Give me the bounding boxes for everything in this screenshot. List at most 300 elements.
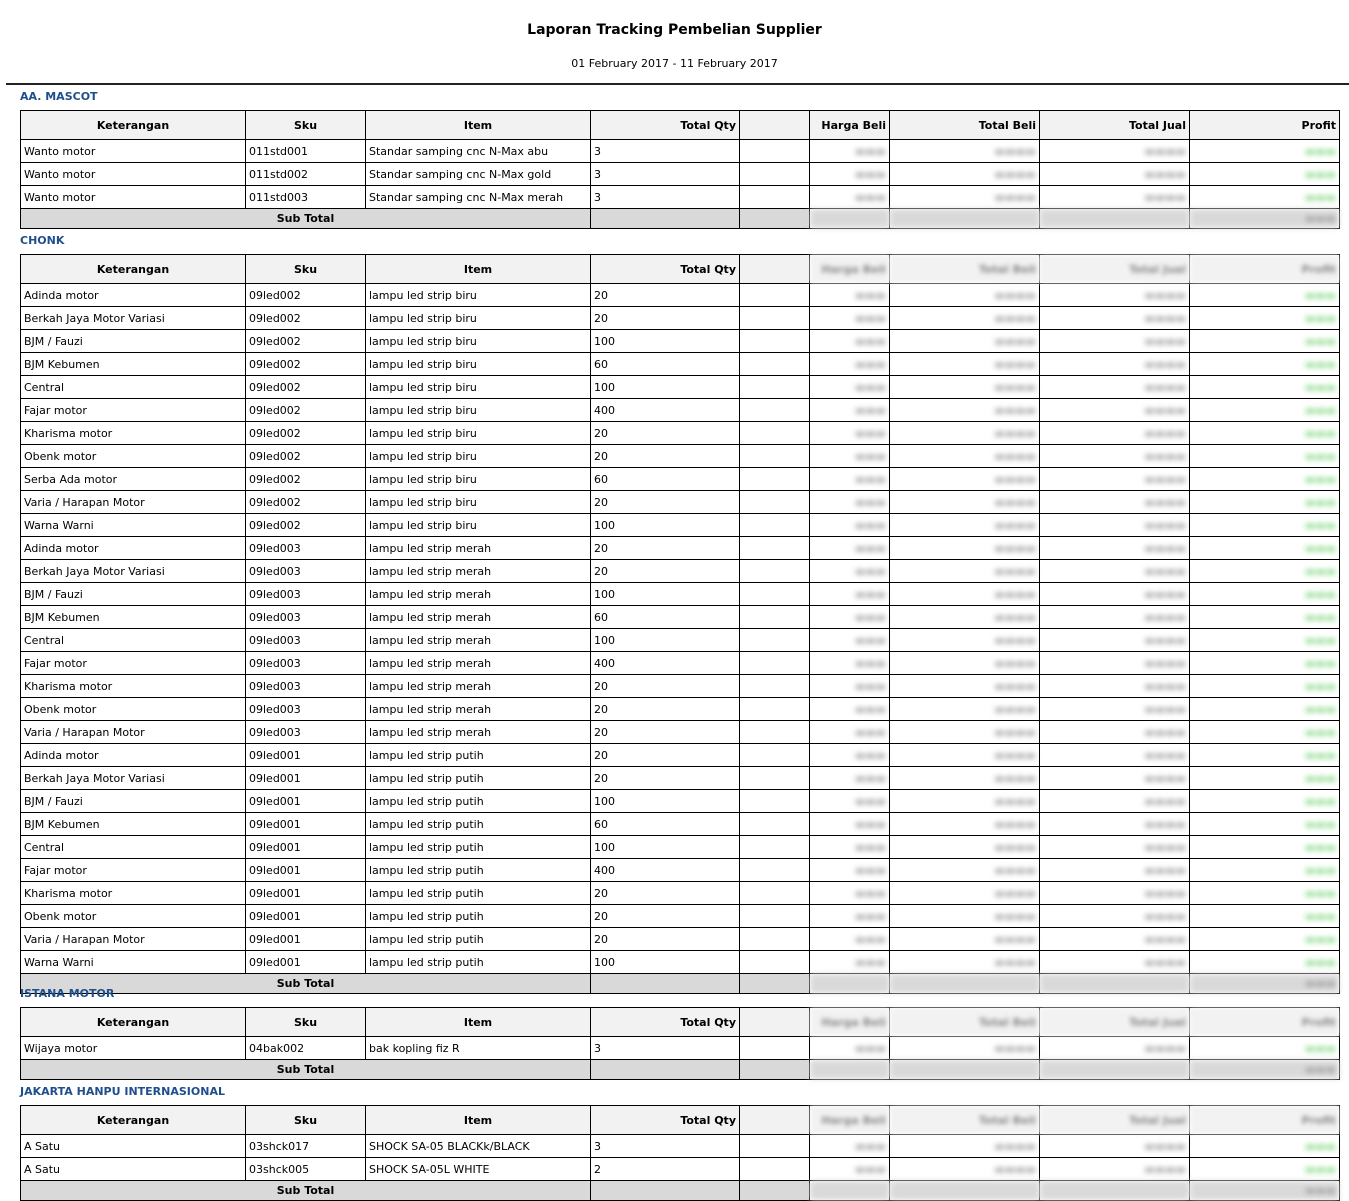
cell-sku: 09led001 <box>246 813 366 836</box>
cell-total-jual-redacted: ▬▬▬▬ <box>1040 744 1190 767</box>
cell-harga-beli-redacted: ▬▬▬ <box>810 813 890 836</box>
cell-profit-redacted: ▬▬▬ <box>1190 353 1340 376</box>
cell-sku: 09led001 <box>246 905 366 928</box>
cell-total-qty: 20 <box>591 882 740 905</box>
cell-total-beli-redacted: ▬▬▬▬ <box>890 675 1040 698</box>
cell-total-beli-redacted: ▬▬▬▬ <box>890 376 1040 399</box>
subtotal-spacer <box>740 1060 810 1080</box>
cell-keterangan: BJM Kebumen <box>21 353 246 376</box>
col-header-total-jual: Total Jual <box>1040 1008 1190 1037</box>
cell-sku: 09led002 <box>246 353 366 376</box>
cell-harga-beli-redacted: ▬▬▬ <box>810 491 890 514</box>
cell-item: lampu led strip merah <box>366 560 591 583</box>
col-header-total-qty: Total Qty <box>591 255 740 284</box>
subtotal-total-beli-redacted <box>890 209 1040 229</box>
cell-sku: 09led003 <box>246 629 366 652</box>
cell-keterangan: Fajar motor <box>21 652 246 675</box>
table-row <box>21 928 1340 951</box>
row-spacer <box>740 514 810 537</box>
cell-profit-redacted: ▬▬▬ <box>1190 951 1340 974</box>
subtotal-qty <box>591 974 740 994</box>
cell-harga-beli-redacted: ▬▬▬ <box>810 560 890 583</box>
cell-keterangan: Fajar motor <box>21 399 246 422</box>
cell-total-beli-redacted: ▬▬▬▬ <box>890 140 1040 163</box>
cell-harga-beli-redacted: ▬▬▬ <box>810 140 890 163</box>
col-header-item: Item <box>366 255 591 284</box>
cell-total-qty: 20 <box>591 675 740 698</box>
table-row <box>21 744 1340 767</box>
subtotal-row <box>21 1060 1340 1080</box>
cell-profit-redacted: ▬▬▬ <box>1190 813 1340 836</box>
cell-keterangan: BJM / Fauzi <box>21 790 246 813</box>
cell-total-qty: 60 <box>591 353 740 376</box>
row-spacer <box>740 836 810 859</box>
col-header-keterangan: Keterangan <box>21 1106 246 1135</box>
col-header-profit: Profit <box>1190 1008 1340 1037</box>
cell-profit-redacted: ▬▬▬ <box>1190 1158 1340 1181</box>
table-row <box>21 514 1340 537</box>
cell-profit-redacted: ▬▬▬ <box>1190 1135 1340 1158</box>
cell-total-beli-redacted: ▬▬▬▬ <box>890 560 1040 583</box>
cell-profit-redacted: ▬▬▬ <box>1190 284 1340 307</box>
row-spacer <box>740 399 810 422</box>
cell-profit-redacted: ▬▬▬ <box>1190 698 1340 721</box>
cell-total-qty: 20 <box>591 767 740 790</box>
cell-harga-beli-redacted: ▬▬▬ <box>810 882 890 905</box>
cell-total-jual-redacted: ▬▬▬▬ <box>1040 560 1190 583</box>
table-row <box>21 836 1340 859</box>
table-row <box>21 468 1340 491</box>
subtotal-profit-redacted: ▬▬▬ <box>1190 209 1340 229</box>
row-spacer <box>740 951 810 974</box>
cell-total-jual-redacted: ▬▬▬▬ <box>1040 284 1190 307</box>
cell-item: lampu led strip biru <box>366 399 591 422</box>
cell-total-jual-redacted: ▬▬▬▬ <box>1040 307 1190 330</box>
table-header-row <box>21 111 1340 140</box>
col-header-sku: Sku <box>246 111 366 140</box>
table-row <box>21 882 1340 905</box>
col-header-profit: Profit <box>1190 111 1340 140</box>
cell-item: lampu led strip putih <box>366 790 591 813</box>
cell-sku: 09led003 <box>246 537 366 560</box>
supplier-heading: ISTANA MOTOR <box>20 987 115 1000</box>
table-row <box>21 721 1340 744</box>
cell-total-jual-redacted: ▬▬▬▬ <box>1040 859 1190 882</box>
cell-harga-beli-redacted: ▬▬▬ <box>810 445 890 468</box>
cell-keterangan: Adinda motor <box>21 744 246 767</box>
cell-total-beli-redacted: ▬▬▬▬ <box>890 1135 1040 1158</box>
table-row <box>21 399 1340 422</box>
cell-item: lampu led strip merah <box>366 675 591 698</box>
cell-item: lampu led strip merah <box>366 629 591 652</box>
col-header-keterangan: Keterangan <box>21 1008 246 1037</box>
cell-harga-beli-redacted: ▬▬▬ <box>810 721 890 744</box>
cell-total-jual-redacted: ▬▬▬▬ <box>1040 836 1190 859</box>
col-header-harga-beli: Harga Beli <box>810 1106 890 1135</box>
subtotal-profit-redacted: ▬▬▬ <box>1190 1060 1340 1080</box>
col-header-sku: Sku <box>246 1008 366 1037</box>
cell-profit-redacted: ▬▬▬ <box>1190 606 1340 629</box>
cell-total-beli-redacted: ▬▬▬▬ <box>890 445 1040 468</box>
cell-total-jual-redacted: ▬▬▬▬ <box>1040 721 1190 744</box>
cell-item: lampu led strip merah <box>366 652 591 675</box>
col-header-total-beli: Total Beli <box>890 111 1040 140</box>
cell-sku: 09led002 <box>246 399 366 422</box>
cell-profit-redacted: ▬▬▬ <box>1190 560 1340 583</box>
row-spacer <box>740 652 810 675</box>
cell-item: lampu led strip putih <box>366 905 591 928</box>
cell-profit-redacted: ▬▬▬ <box>1190 468 1340 491</box>
cell-total-qty: 100 <box>591 376 740 399</box>
table-header-row <box>21 255 1340 284</box>
row-spacer <box>740 284 810 307</box>
supplier-table <box>20 1105 1340 1201</box>
header-spacer <box>740 111 810 140</box>
cell-profit-redacted: ▬▬▬ <box>1190 767 1340 790</box>
subtotal-spacer <box>740 209 810 229</box>
cell-harga-beli-redacted: ▬▬▬ <box>810 744 890 767</box>
cell-item: lampu led strip putih <box>366 836 591 859</box>
cell-item: lampu led strip biru <box>366 491 591 514</box>
report-title: Laporan Tracking Pembelian Supplier <box>527 22 822 38</box>
row-spacer <box>740 560 810 583</box>
table-row <box>21 376 1340 399</box>
cell-total-qty: 20 <box>591 307 740 330</box>
row-spacer <box>740 1158 810 1181</box>
col-header-keterangan: Keterangan <box>21 255 246 284</box>
cell-total-jual-redacted: ▬▬▬▬ <box>1040 376 1190 399</box>
cell-item: SHOCK SA-05 BLACKk/BLACK <box>366 1135 591 1158</box>
subtotal-harga-beli-redacted <box>810 974 890 994</box>
cell-profit-redacted: ▬▬▬ <box>1190 859 1340 882</box>
cell-sku: 09led001 <box>246 836 366 859</box>
cell-keterangan: Berkah Jaya Motor Variasi <box>21 767 246 790</box>
cell-total-jual-redacted: ▬▬▬▬ <box>1040 583 1190 606</box>
cell-total-qty: 60 <box>591 813 740 836</box>
cell-profit-redacted: ▬▬▬ <box>1190 307 1340 330</box>
table-row <box>21 445 1340 468</box>
table-row <box>21 1135 1340 1158</box>
cell-profit-redacted: ▬▬▬ <box>1190 140 1340 163</box>
cell-keterangan: BJM Kebumen <box>21 606 246 629</box>
row-spacer <box>740 675 810 698</box>
cell-profit-redacted: ▬▬▬ <box>1190 186 1340 209</box>
cell-harga-beli-redacted: ▬▬▬ <box>810 1158 890 1181</box>
cell-sku: 09led003 <box>246 675 366 698</box>
cell-total-qty: 3 <box>591 1037 740 1060</box>
cell-total-jual-redacted: ▬▬▬▬ <box>1040 698 1190 721</box>
cell-profit-redacted: ▬▬▬ <box>1190 836 1340 859</box>
table-row <box>21 1037 1340 1060</box>
row-spacer <box>740 813 810 836</box>
subtotal-total-jual-redacted <box>1040 209 1190 229</box>
cell-total-qty: 400 <box>591 859 740 882</box>
cell-keterangan: Kharisma motor <box>21 422 246 445</box>
cell-harga-beli-redacted: ▬▬▬ <box>810 583 890 606</box>
row-spacer <box>740 698 810 721</box>
table-row <box>21 491 1340 514</box>
cell-total-jual-redacted: ▬▬▬▬ <box>1040 790 1190 813</box>
table-row <box>21 537 1340 560</box>
cell-item: lampu led strip biru <box>366 307 591 330</box>
col-header-sku: Sku <box>246 255 366 284</box>
cell-total-qty: 60 <box>591 468 740 491</box>
cell-harga-beli-redacted: ▬▬▬ <box>810 330 890 353</box>
cell-total-beli-redacted: ▬▬▬▬ <box>890 1037 1040 1060</box>
cell-harga-beli-redacted: ▬▬▬ <box>810 284 890 307</box>
row-spacer <box>740 353 810 376</box>
subtotal-total-beli-redacted <box>890 1060 1040 1080</box>
col-header-total-qty: Total Qty <box>591 1008 740 1037</box>
table-row <box>21 422 1340 445</box>
cell-profit-redacted: ▬▬▬ <box>1190 491 1340 514</box>
row-spacer <box>740 928 810 951</box>
subtotal-harga-beli-redacted <box>810 1060 890 1080</box>
subtotal-harga-beli-redacted <box>810 1181 890 1201</box>
row-spacer <box>740 629 810 652</box>
cell-total-qty: 100 <box>591 951 740 974</box>
table-row <box>21 767 1340 790</box>
col-header-total-qty: Total Qty <box>591 111 740 140</box>
cell-profit-redacted: ▬▬▬ <box>1190 790 1340 813</box>
cell-profit-redacted: ▬▬▬ <box>1190 163 1340 186</box>
col-header-total-beli: Total Beli <box>890 1008 1040 1037</box>
cell-total-beli-redacted: ▬▬▬▬ <box>890 928 1040 951</box>
table-row <box>21 859 1340 882</box>
cell-sku: 09led003 <box>246 583 366 606</box>
header-spacer <box>740 1106 810 1135</box>
cell-total-jual-redacted: ▬▬▬▬ <box>1040 140 1190 163</box>
row-spacer <box>740 491 810 514</box>
subtotal-row <box>21 209 1340 229</box>
cell-total-jual-redacted: ▬▬▬▬ <box>1040 399 1190 422</box>
cell-total-jual-redacted: ▬▬▬▬ <box>1040 163 1190 186</box>
cell-harga-beli-redacted: ▬▬▬ <box>810 629 890 652</box>
cell-total-jual-redacted: ▬▬▬▬ <box>1040 353 1190 376</box>
col-header-total-jual: Total Jual <box>1040 111 1190 140</box>
col-header-total-jual: Total Jual <box>1040 1106 1190 1135</box>
cell-total-beli-redacted: ▬▬▬▬ <box>890 514 1040 537</box>
cell-sku: 04bak002 <box>246 1037 366 1060</box>
cell-total-beli-redacted: ▬▬▬▬ <box>890 307 1040 330</box>
cell-total-beli-redacted: ▬▬▬▬ <box>890 859 1040 882</box>
cell-profit-redacted: ▬▬▬ <box>1190 629 1340 652</box>
cell-sku: 09led001 <box>246 744 366 767</box>
cell-total-qty: 100 <box>591 836 740 859</box>
cell-item: lampu led strip putih <box>366 744 591 767</box>
cell-sku: 09led003 <box>246 560 366 583</box>
col-header-item: Item <box>366 111 591 140</box>
cell-total-qty: 100 <box>591 330 740 353</box>
cell-total-beli-redacted: ▬▬▬▬ <box>890 951 1040 974</box>
col-header-total-beli: Total Beli <box>890 255 1040 284</box>
row-spacer <box>740 307 810 330</box>
cell-item: lampu led strip biru <box>366 468 591 491</box>
col-header-total-jual: Total Jual <box>1040 255 1190 284</box>
row-spacer <box>740 767 810 790</box>
title-divider <box>6 83 1349 85</box>
cell-total-beli-redacted: ▬▬▬▬ <box>890 652 1040 675</box>
cell-sku: 09led002 <box>246 514 366 537</box>
cell-total-qty: 3 <box>591 163 740 186</box>
cell-sku: 03shck017 <box>246 1135 366 1158</box>
row-spacer <box>740 422 810 445</box>
subtotal-spacer <box>740 974 810 994</box>
row-spacer <box>740 537 810 560</box>
cell-item: lampu led strip merah <box>366 606 591 629</box>
cell-profit-redacted: ▬▬▬ <box>1190 514 1340 537</box>
cell-keterangan: Varia / Harapan Motor <box>21 491 246 514</box>
cell-total-beli-redacted: ▬▬▬▬ <box>890 284 1040 307</box>
supplier-table <box>20 110 1340 229</box>
cell-total-jual-redacted: ▬▬▬▬ <box>1040 491 1190 514</box>
subtotal-qty <box>591 1060 740 1080</box>
cell-keterangan: Berkah Jaya Motor Variasi <box>21 307 246 330</box>
cell-keterangan: A Satu <box>21 1135 246 1158</box>
cell-sku: 09led002 <box>246 376 366 399</box>
table-row <box>21 813 1340 836</box>
cell-total-beli-redacted: ▬▬▬▬ <box>890 813 1040 836</box>
col-header-sku: Sku <box>246 1106 366 1135</box>
cell-profit-redacted: ▬▬▬ <box>1190 583 1340 606</box>
cell-total-jual-redacted: ▬▬▬▬ <box>1040 675 1190 698</box>
cell-keterangan: Serba Ada motor <box>21 468 246 491</box>
row-spacer <box>740 721 810 744</box>
col-header-item: Item <box>366 1106 591 1135</box>
table-row <box>21 353 1340 376</box>
cell-harga-beli-redacted: ▬▬▬ <box>810 399 890 422</box>
cell-keterangan: BJM Kebumen <box>21 813 246 836</box>
cell-sku: 011std002 <box>246 163 366 186</box>
cell-total-qty: 20 <box>591 445 740 468</box>
cell-keterangan: Kharisma motor <box>21 675 246 698</box>
table-row <box>21 629 1340 652</box>
cell-keterangan: Wanto motor <box>21 140 246 163</box>
cell-keterangan: Adinda motor <box>21 284 246 307</box>
row-spacer <box>740 882 810 905</box>
row-spacer <box>740 1135 810 1158</box>
table-row <box>21 905 1340 928</box>
cell-total-jual-redacted: ▬▬▬▬ <box>1040 186 1190 209</box>
cell-item: SHOCK SA-05L WHITE <box>366 1158 591 1181</box>
cell-total-qty: 100 <box>591 790 740 813</box>
cell-total-jual-redacted: ▬▬▬▬ <box>1040 445 1190 468</box>
cell-item: lampu led strip merah <box>366 537 591 560</box>
supplier-table <box>20 1007 1340 1080</box>
col-header-item: Item <box>366 1008 591 1037</box>
col-header-profit: Profit <box>1190 1106 1340 1135</box>
cell-total-jual-redacted: ▬▬▬▬ <box>1040 422 1190 445</box>
cell-item: bak kopling fiz R <box>366 1037 591 1060</box>
cell-keterangan: Berkah Jaya Motor Variasi <box>21 560 246 583</box>
subtotal-label: Sub Total <box>21 974 591 994</box>
cell-harga-beli-redacted: ▬▬▬ <box>810 376 890 399</box>
cell-harga-beli-redacted: ▬▬▬ <box>810 836 890 859</box>
row-spacer <box>740 330 810 353</box>
cell-profit-redacted: ▬▬▬ <box>1190 928 1340 951</box>
row-spacer <box>740 445 810 468</box>
cell-total-beli-redacted: ▬▬▬▬ <box>890 836 1040 859</box>
supplier-heading: AA. MASCOT <box>20 90 98 103</box>
cell-keterangan: Central <box>21 376 246 399</box>
cell-sku: 011std003 <box>246 186 366 209</box>
cell-total-jual-redacted: ▬▬▬▬ <box>1040 468 1190 491</box>
cell-harga-beli-redacted: ▬▬▬ <box>810 537 890 560</box>
cell-sku: 09led001 <box>246 928 366 951</box>
cell-total-qty: 20 <box>591 537 740 560</box>
row-spacer <box>740 468 810 491</box>
cell-keterangan: Varia / Harapan Motor <box>21 721 246 744</box>
cell-harga-beli-redacted: ▬▬▬ <box>810 905 890 928</box>
subtotal-total-jual-redacted <box>1040 974 1190 994</box>
cell-keterangan: Obenk motor <box>21 698 246 721</box>
supplier-heading: CHONK <box>20 234 65 247</box>
row-spacer <box>740 744 810 767</box>
cell-profit-redacted: ▬▬▬ <box>1190 721 1340 744</box>
subtotal-harga-beli-redacted <box>810 209 890 229</box>
subtotal-qty <box>591 209 740 229</box>
cell-harga-beli-redacted: ▬▬▬ <box>810 790 890 813</box>
cell-profit-redacted: ▬▬▬ <box>1190 652 1340 675</box>
cell-profit-redacted: ▬▬▬ <box>1190 744 1340 767</box>
cell-total-beli-redacted: ▬▬▬▬ <box>890 353 1040 376</box>
col-header-total-beli: Total Beli <box>890 1106 1040 1135</box>
table-row <box>21 790 1340 813</box>
cell-sku: 011std001 <box>246 140 366 163</box>
table-row <box>21 1158 1340 1181</box>
cell-total-jual-redacted: ▬▬▬▬ <box>1040 905 1190 928</box>
cell-total-beli-redacted: ▬▬▬▬ <box>890 163 1040 186</box>
cell-harga-beli-redacted: ▬▬▬ <box>810 468 890 491</box>
cell-profit-redacted: ▬▬▬ <box>1190 905 1340 928</box>
col-header-harga-beli: Harga Beli <box>810 111 890 140</box>
cell-sku: 09led003 <box>246 606 366 629</box>
cell-item: Standar samping cnc N-Max abu <box>366 140 591 163</box>
cell-total-jual-redacted: ▬▬▬▬ <box>1040 1158 1190 1181</box>
cell-total-beli-redacted: ▬▬▬▬ <box>890 399 1040 422</box>
row-spacer <box>740 1037 810 1060</box>
cell-item: lampu led strip biru <box>366 514 591 537</box>
cell-total-qty: 60 <box>591 606 740 629</box>
cell-total-jual-redacted: ▬▬▬▬ <box>1040 537 1190 560</box>
cell-total-beli-redacted: ▬▬▬▬ <box>890 629 1040 652</box>
cell-total-beli-redacted: ▬▬▬▬ <box>890 537 1040 560</box>
cell-total-qty: 400 <box>591 652 740 675</box>
report-period: 01 February 2017 - 11 February 2017 <box>571 57 778 70</box>
cell-sku: 09led001 <box>246 859 366 882</box>
cell-item: lampu led strip biru <box>366 445 591 468</box>
cell-total-qty: 400 <box>591 399 740 422</box>
cell-total-jual-redacted: ▬▬▬▬ <box>1040 629 1190 652</box>
cell-sku: 09led002 <box>246 491 366 514</box>
cell-total-qty: 3 <box>591 186 740 209</box>
row-spacer <box>740 859 810 882</box>
cell-harga-beli-redacted: ▬▬▬ <box>810 675 890 698</box>
cell-profit-redacted: ▬▬▬ <box>1190 882 1340 905</box>
cell-harga-beli-redacted: ▬▬▬ <box>810 1037 890 1060</box>
cell-keterangan: Wanto motor <box>21 163 246 186</box>
cell-total-jual-redacted: ▬▬▬▬ <box>1040 951 1190 974</box>
cell-item: lampu led strip putih <box>366 859 591 882</box>
cell-total-qty: 100 <box>591 583 740 606</box>
cell-harga-beli-redacted: ▬▬▬ <box>810 951 890 974</box>
cell-total-beli-redacted: ▬▬▬▬ <box>890 767 1040 790</box>
cell-total-qty: 20 <box>591 422 740 445</box>
row-spacer <box>740 905 810 928</box>
cell-item: lampu led strip putih <box>366 813 591 836</box>
table-row <box>21 675 1340 698</box>
cell-sku: 09led001 <box>246 951 366 974</box>
